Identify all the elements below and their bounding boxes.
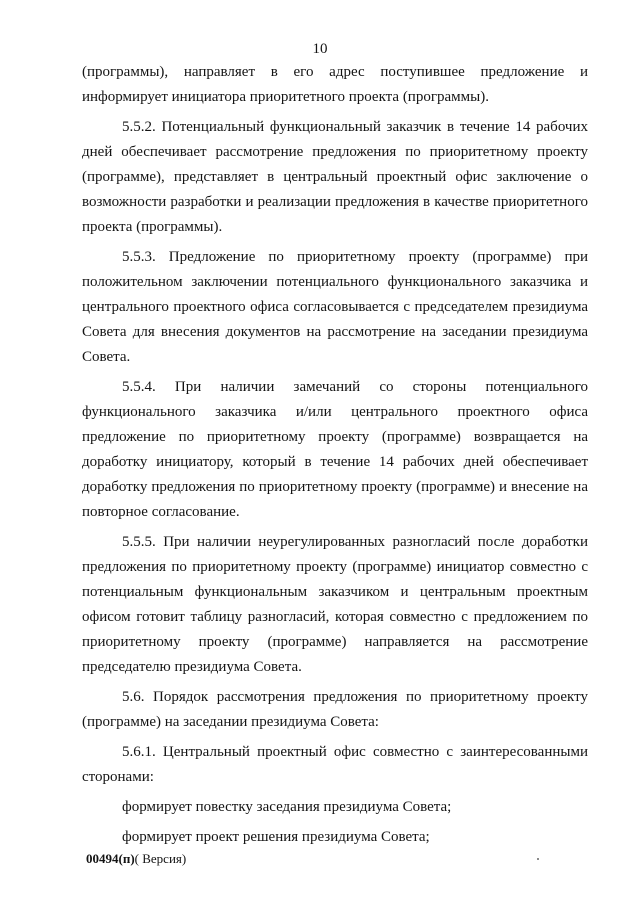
paragraph-5-5-5: 5.5.5. При наличии неурегулированных разногласий после доработки предложения по приоритетному проекту (программе) инициатор совместно с потенциальным функциональным заказчиком и центральным проектным офисом готовит таблицу разногласий, которая совместно с предложением по приоритетному проекту (программе) направляется на рассмотрение председателю президиума Совета. <box>82 534 588 675</box>
document-code: 00494(п) <box>86 851 135 866</box>
paragraph-5-6: 5.6. Порядок рассмотрения предложения по приоритетному проекту (программе) на заседании президиума Совета: <box>82 689 588 730</box>
list-item-draft-decision: формирует проект решения президиума Совета; <box>122 829 430 845</box>
paragraph-5-6-1: 5.6.1. Центральный проектный офис совместно с заинтересованными сторонами: <box>82 744 588 785</box>
document-body <box>82 60 588 850</box>
paragraph-5-5-2: 5.5.2. Потенциальный функциональный заказчик в течение 14 рабочих дней обеспечивает рассмотрение предложения по приоритетному проекту (программе), представляет в центральный проектный офис заключение о возможности разработки и реализации предложения в качестве приоритетного проекта (программы). <box>82 119 588 235</box>
paragraph-continuation: (программы), направляет в его адрес поступившее предложение и информирует инициатора приоритетного проекта (программы). <box>82 64 588 105</box>
document-footer <box>86 851 186 867</box>
list-item-agenda: формирует повестку заседания президиума Совета; <box>122 799 452 815</box>
paragraph-5-5-3: 5.5.3. Предложение по приоритетному проекту (программе) при положительном заключении потенциального функционального заказчика и центрального проектного офиса согласовывается с председателем президиума Совета для внесения документов на рассмотрение на заседании президиума Совета. <box>82 249 588 365</box>
page-number: 10 <box>312 41 328 57</box>
document-version: ( Версия) <box>134 851 187 866</box>
scan-speck <box>537 858 539 860</box>
paragraph-5-5-4: 5.5.4. При наличии замечаний со стороны потенциального функционального заказчика и/или центрального проектного офиса предложение по приоритетному проекту (программе) возвращается на доработку инициатору, который в течение 14 рабочих дней обеспечивает доработку предложения по приоритетному проекту (программе) и внесение на повторное согласование. <box>82 379 588 520</box>
